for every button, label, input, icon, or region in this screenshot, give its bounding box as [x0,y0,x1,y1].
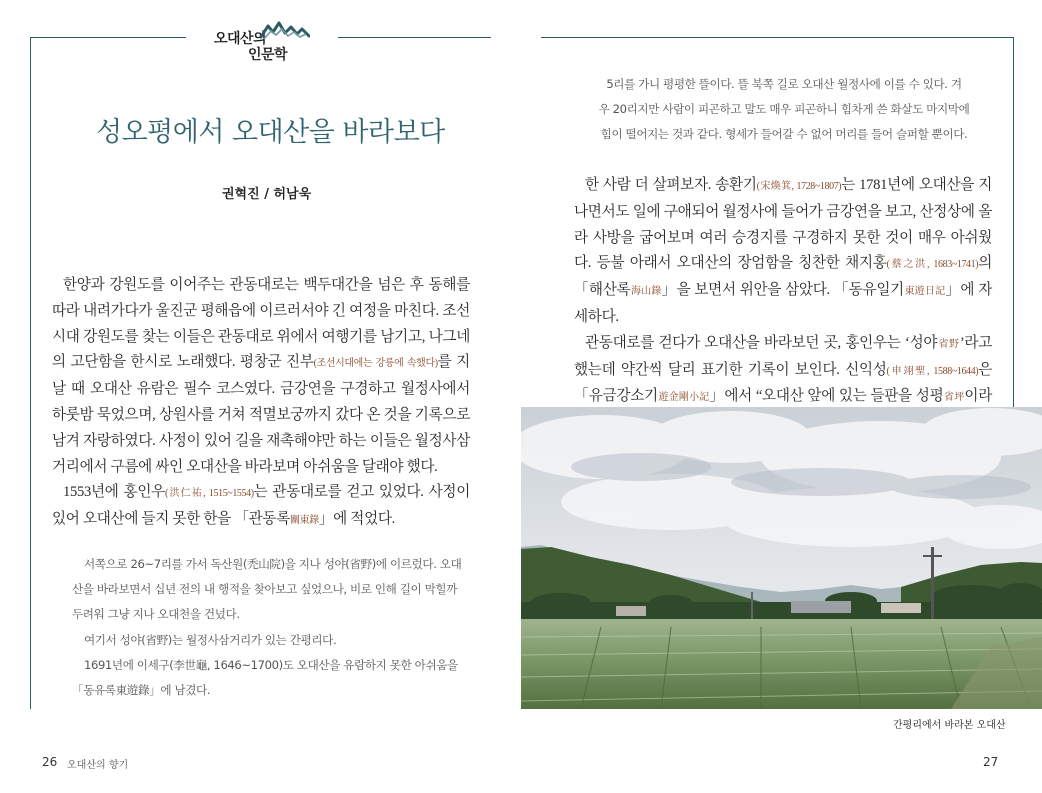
text-run: 」을 보면서 위안을 삼았다. 「동유일기 [661,282,904,299]
left-quote-block [72,552,468,703]
quote-line: 힘이 떨어지는 것과 같다. 형세가 들어갈 수 없어 머리를 들어 슬퍼할 뿐이다. [600,127,968,142]
quote-paragraph: 1691년에 이세구(李世龜, 1646~1700)도 오대산을 유람하지 못한 아쉬움을 「동유록東遊錄」에 남겼다. [72,657,458,698]
text-run: 를 지날 때 오대산 유람은 필수 코스였다. 금강연을 구경하고 월정사에서 하룻밤 묵었으며, 상원사를 거쳐 적멸보궁까지 갔다 온 것을 기록으로 남겨 자랑하였다. 사정이 있어 길을 재촉해야만 하는 이들은 월정사삼거리에서 구름에 싸인 오대산을 바라보며 아쉬움을 달래야 했다. [52,354,470,475]
landscape-illustration [521,407,1042,709]
quote-line: 우 20리지만 사람이 피곤하고 말도 매우 피곤하니 힘차게 쓴 화살도 마지막에 [598,102,970,117]
annotation: 省坪 [943,392,965,404]
frame-right [1013,37,1014,407]
article-authors: 권혁진 / 허남욱 [222,187,312,202]
text-run: 은 「유금강소기 [574,361,992,405]
text-run: ’라고 했는데 약간씩 달리 표기한 기록이 보인다. 신익성 [574,334,992,378]
series-logo [196,18,326,66]
frame-top-left [30,37,186,38]
quote-paragraph: 서쪽으로 26~7리를 가서 독산원(禿山院)을 지나 성야(省野)에 이르렀다. 오대산을 바라보면서 십년 전의 내 행적을 찾아보고 싶었으나, 비로 인해 길이 막힐까 두려워 그냥 지나 오대천을 건넜다. [72,557,462,622]
series-logo-line1: 오대산의 [214,31,267,47]
annotation: (조선시대에는 강릉에 속했다) [313,358,438,370]
frame-top-middle [338,37,491,38]
text-run: 의 「해산록 [574,255,992,299]
frame-top-right [541,37,1014,38]
right-body-text [574,173,992,437]
mountain-icon [260,20,310,42]
photo-caption: 간평리에서 바라본 오대산 [893,720,1006,731]
annotation: (洪仁祐, 1515~1554) [164,488,254,500]
text-run: 」에서 “오대산 앞에 있는 들판을 성평 [709,388,944,405]
annotation: 關東錄 [290,515,319,527]
quote-paragraph: 여기서 성야(省野)는 월정사삼거리가 있는 간평리다. [84,632,337,647]
right-quote-block [593,72,975,148]
text-run: 이라 [964,388,992,405]
text-run: 한양과 강원도를 이어주는 관동대로는 백두대간을 넘은 후 동해를 따라 내려가다가 울진군 평해읍에 이르러서야 긴 여정을 마친다. 조선시대 강원도를 찾는 이들은 관동대로 위에서 여행기를 남기고, 나그네의 고단함을 한시로 노래했다. 평창군 진부 [52,277,470,371]
annotation: (宋煥箕, 1728~1807) [756,181,842,192]
annotation: 東遊日記 [903,286,946,298]
landscape-photo [521,407,1042,709]
text-run: 한 사람 더 살펴보자. 송환기 [585,177,757,193]
annotation: 海山錄 [630,286,662,298]
text-run: 관동대로를 걷다가 오대산을 바라보던 곳, 홍인우는 ‘성야 [585,334,938,351]
left-body-text [52,273,470,534]
left-page-label: 오대산의 향기 [67,760,129,771]
left-page-number: 26 [42,755,58,769]
text-run: 」에 적었다. [318,511,396,528]
frame-left [30,37,31,709]
text-run: 」에 자세하다. [574,282,992,325]
body-paragraph [52,480,470,534]
body-paragraph [52,273,470,480]
annotation: (蔡之洪, 1683~1741) [886,259,979,271]
series-logo-line2: 인문학 [248,47,288,63]
annotation: (申翊聖, 1588~1644) [886,365,979,377]
text-run: 1553년에 홍인우 [63,484,165,501]
right-page-number: 27 [983,755,999,769]
article-title: 성오평에서 오대산을 바라보다 [96,117,445,148]
text-run: 는 1781년에 오대산을 지나면서도 일에 구애되어 월정사에 들어가 금강연을 보고, 산정상에 올라 사방을 굽어보며 여러 승경지를 구경하지 못한 것이 매우 아쉬웠다. 등불 아래서 오대산의 장엄함을 칭찬한 채지홍 [574,177,992,272]
annotation: 遊金剛小記 [657,392,710,404]
quote-line: 5리를 가니 평평한 뜰이다. 뜰 북쪽 길로 오대산 월정사에 이를 수 있다. 겨 [606,77,962,91]
body-paragraph [574,173,992,331]
text-run: 는 관동대로를 걷고 있었다. 사정이 있어 오대산에 들지 못한 한을 「관동록 [52,484,470,528]
annotation: 省野 [937,338,960,350]
